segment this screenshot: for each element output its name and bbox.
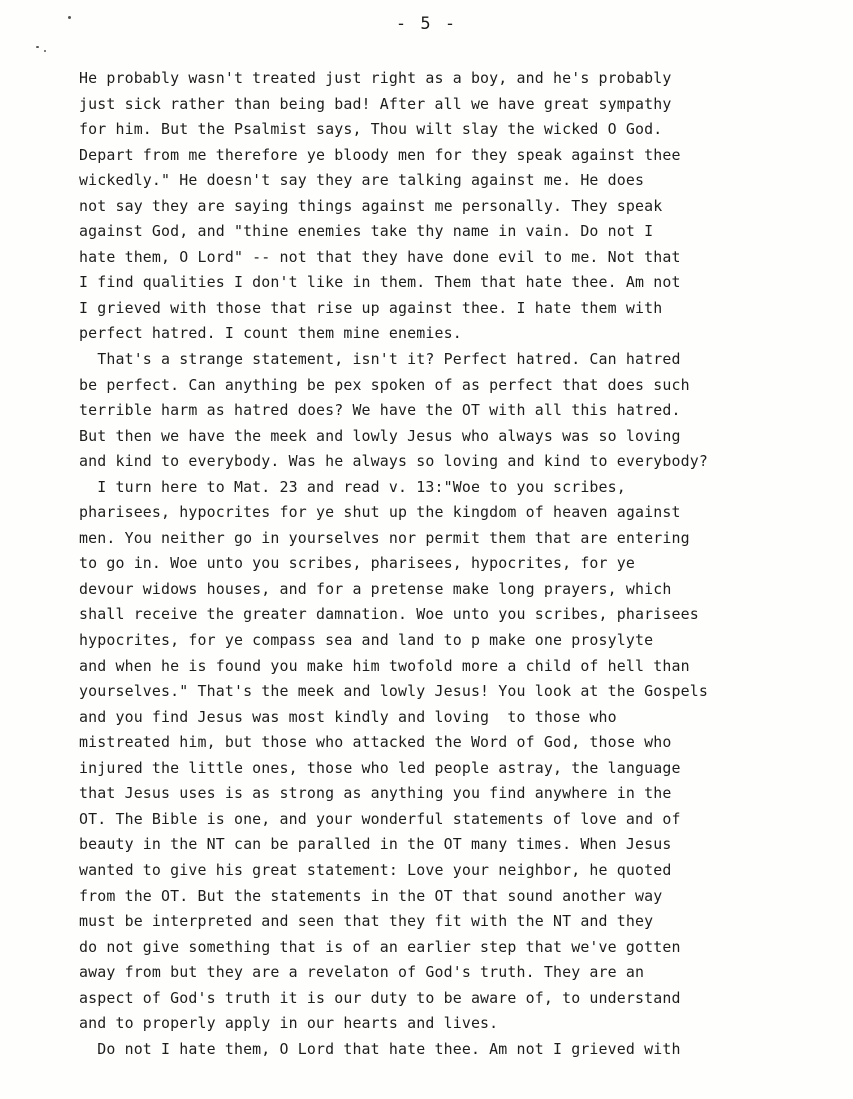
text-line: terrible harm as hatred does? We have the OT with all this hatred. — [79, 401, 681, 420]
text-line: do not give something that is of an earlier step that we've gotten — [79, 937, 681, 956]
text-line: Depart from me therefore ye bloody men for they speak against thee — [79, 145, 681, 164]
text-line: perfect hatred. I count them mine enemies. — [79, 324, 462, 343]
text-line: hypocrites, for ye compass sea and land to p make one prosylyte — [79, 631, 654, 650]
text-line: That's a strange statement, isn't it? Perfect hatred. Can hatred — [79, 350, 681, 369]
text-line: But then we have the meek and lowly Jesus who always was so loving — [79, 426, 681, 445]
text-line: be perfect. Can anything be pex spoken of as perfect that does such — [79, 375, 690, 394]
text-line: I find qualities I don't like in them. Them that hate thee. Am not — [79, 273, 681, 292]
text-line: aspect of God's truth it is our duty to be aware of, to understand — [79, 988, 681, 1007]
text-line: from the OT. But the statements in the OT that sound another way — [79, 886, 663, 905]
text-line: against God, and "thine enemies take thy name in vain. Do not I — [79, 222, 654, 241]
text-line: wanted to give his great statement: Love your neighbor, he quoted — [79, 860, 672, 879]
text-line: for him. But the Psalmist says, Thou wilt slay the wicked O God. — [79, 120, 663, 139]
document-body — [79, 66, 819, 1062]
text-line: and you find Jesus was most kindly and loving to those who — [79, 707, 617, 726]
text-line: that Jesus uses is as strong as anything you find anywhere in the — [79, 784, 672, 803]
text-line: and kind to everybody. Was he always so loving and kind to everybody? — [79, 452, 708, 471]
text-line: not say they are saying things against me personally. They speak — [79, 196, 663, 215]
page-number: - 5 - — [395, 14, 458, 34]
text-line: Do not I hate them, O Lord that hate thee. Am not I grieved with — [79, 1039, 681, 1058]
text-line: injured the little ones, those who led people astray, the language — [79, 758, 681, 777]
ink-speck — [36, 46, 39, 48]
text-line: away from but they are a revelaton of God's truth. They are an — [79, 963, 645, 982]
text-line: must be interpreted and seen that they fit with the NT and they — [79, 912, 654, 931]
text-line: wickedly." He doesn't say they are talking against me. He does — [79, 171, 645, 190]
text-line: beauty in the NT can be paralled in the OT many times. When Jesus — [79, 835, 672, 854]
text-line: devour widows houses, and for a pretense make long prayers, which — [79, 579, 672, 598]
text-line: mistreated him, but those who attacked the Word of God, those who — [79, 733, 672, 752]
text-line: pharisees, hypocrites for ye shut up the kingdom of heaven against — [79, 503, 681, 522]
text-line: to go in. Woe unto you scribes, pharisees, hypocrites, for ye — [79, 554, 636, 573]
text-line: just sick rather than being bad! After all we have great sympathy — [79, 94, 672, 113]
text-line: OT. The Bible is one, and your wonderful statements of love and of — [79, 809, 681, 828]
ink-speck — [44, 50, 46, 52]
text-line: I turn here to Mat. 23 and read v. 13:"Woe to you scribes, — [79, 477, 626, 496]
text-line: and when he is found you make him twofold more a child of hell than — [79, 656, 690, 675]
text-line: hate them, O Lord" -- not that they have done evil to me. Not that — [79, 247, 681, 266]
text-line: men. You neither go in yourselves nor permit them that are entering — [79, 528, 690, 547]
text-line: and to properly apply in our hearts and lives. — [79, 1014, 499, 1033]
text-line: He probably wasn't treated just right as a boy, and he's probably — [79, 69, 672, 87]
text-line: I grieved with those that rise up against thee. I hate them with — [79, 298, 663, 317]
text-line: shall receive the greater damnation. Woe unto you scribes, pharisees — [79, 605, 699, 624]
text-line: yourselves." That's the meek and lowly Jesus! You look at the Gospels — [79, 682, 708, 701]
